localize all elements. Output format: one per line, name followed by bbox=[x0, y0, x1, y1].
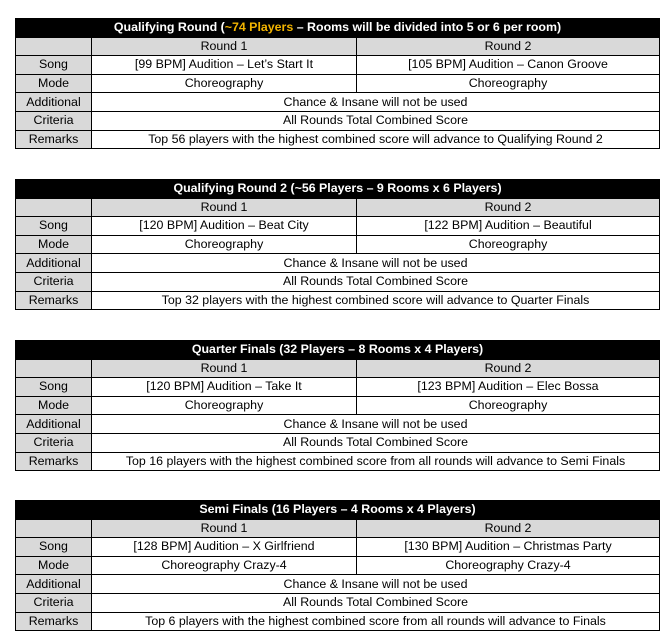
column-header-row bbox=[16, 359, 660, 378]
remarks-label: Remarks bbox=[16, 291, 92, 310]
mode-label: Mode bbox=[16, 235, 92, 254]
title-part: Qualifying Round ( bbox=[113, 20, 225, 35]
song-label: Song bbox=[16, 56, 92, 75]
remarks-label: Remarks bbox=[16, 130, 92, 149]
round1-header: Round 1 bbox=[92, 359, 357, 378]
criteria-value: All Rounds Total Combined Score bbox=[92, 272, 660, 291]
round2-header: Round 2 bbox=[357, 198, 660, 217]
additional-row bbox=[16, 93, 660, 112]
song-row bbox=[16, 378, 660, 397]
table-title: Qualifying Round 2 (~56 Players – 9 Rooms x 6 Players) bbox=[16, 180, 660, 199]
round1-song: [128 BPM] Audition – X Girlfriend bbox=[92, 538, 357, 557]
blank-header-cell bbox=[16, 37, 92, 56]
round2-mode: Choreography bbox=[357, 74, 660, 93]
additional-row bbox=[16, 575, 660, 594]
title-part: – Rooms will be divided into 5 or 6 per room) bbox=[293, 20, 562, 35]
additional-label: Additional bbox=[16, 415, 92, 434]
round1-song: [120 BPM] Audition – Beat City bbox=[92, 217, 357, 236]
additional-label: Additional bbox=[16, 93, 92, 112]
remarks-row bbox=[16, 612, 660, 631]
round1-mode: Choreography Crazy-4 bbox=[92, 556, 357, 575]
remarks-row bbox=[16, 291, 660, 310]
song-label: Song bbox=[16, 217, 92, 236]
additional-value: Chance & Insane will not be used bbox=[92, 254, 660, 273]
song-row bbox=[16, 56, 660, 75]
table-title: Quarter Finals (32 Players – 8 Rooms x 4 Players) bbox=[16, 341, 660, 360]
additional-row bbox=[16, 415, 660, 434]
column-header-row bbox=[16, 519, 660, 538]
round2-mode: Choreography Crazy-4 bbox=[357, 556, 660, 575]
criteria-label: Criteria bbox=[16, 433, 92, 452]
criteria-row bbox=[16, 111, 660, 130]
round1-song: [120 BPM] Audition – Take It bbox=[92, 378, 357, 397]
round2-song: [130 BPM] Audition – Christmas Party bbox=[357, 538, 660, 557]
table-title-row bbox=[16, 501, 660, 520]
remarks-value: Top 16 players with the highest combined score from all rounds will advance to Semi Finals bbox=[92, 452, 660, 471]
table-title-row bbox=[16, 19, 660, 38]
round2-header: Round 2 bbox=[357, 519, 660, 538]
round2-mode: Choreography bbox=[357, 235, 660, 254]
criteria-value: All Rounds Total Combined Score bbox=[92, 433, 660, 452]
round2-song: [105 BPM] Audition – Canon Groove bbox=[357, 56, 660, 75]
table-title bbox=[16, 19, 660, 38]
qualifying-round-2-table bbox=[15, 179, 660, 310]
remarks-row bbox=[16, 130, 660, 149]
remarks-label: Remarks bbox=[16, 452, 92, 471]
round1-mode: Choreography bbox=[92, 396, 357, 415]
round2-header: Round 2 bbox=[357, 359, 660, 378]
mode-row bbox=[16, 235, 660, 254]
mode-row bbox=[16, 74, 660, 93]
criteria-row bbox=[16, 433, 660, 452]
criteria-row bbox=[16, 272, 660, 291]
additional-row bbox=[16, 254, 660, 273]
round2-mode: Choreography bbox=[357, 396, 660, 415]
song-label: Song bbox=[16, 538, 92, 557]
criteria-value: All Rounds Total Combined Score bbox=[92, 111, 660, 130]
table-title-row bbox=[16, 341, 660, 360]
additional-value: Chance & Insane will not be used bbox=[92, 93, 660, 112]
additional-label: Additional bbox=[16, 254, 92, 273]
qualifying-round-table bbox=[15, 18, 660, 149]
quarter-finals-table bbox=[15, 340, 660, 471]
song-row bbox=[16, 217, 660, 236]
remarks-value: Top 6 players with the highest combined score from all rounds will advance to Finals bbox=[92, 612, 660, 631]
criteria-label: Criteria bbox=[16, 272, 92, 291]
criteria-value: All Rounds Total Combined Score bbox=[92, 593, 660, 612]
round1-mode: Choreography bbox=[92, 74, 357, 93]
blank-header-cell bbox=[16, 519, 92, 538]
round1-song: [99 BPM] Audition – Let’s Start It bbox=[92, 56, 357, 75]
remarks-value: Top 32 players with the highest combined score will advance to Quarter Finals bbox=[92, 291, 660, 310]
mode-label: Mode bbox=[16, 556, 92, 575]
blank-header-cell bbox=[16, 359, 92, 378]
round2-song: [122 BPM] Audition – Beautiful bbox=[357, 217, 660, 236]
round1-header: Round 1 bbox=[92, 37, 357, 56]
remarks-label: Remarks bbox=[16, 612, 92, 631]
column-header-row bbox=[16, 37, 660, 56]
additional-value: Chance & Insane will not be used bbox=[92, 415, 660, 434]
additional-value: Chance & Insane will not be used bbox=[92, 575, 660, 594]
semi-finals-table bbox=[15, 500, 660, 631]
table-title: Semi Finals (16 Players – 4 Rooms x 4 Players) bbox=[16, 501, 660, 520]
table-title-row bbox=[16, 180, 660, 199]
mode-row bbox=[16, 396, 660, 415]
additional-label: Additional bbox=[16, 575, 92, 594]
song-row bbox=[16, 538, 660, 557]
mode-label: Mode bbox=[16, 396, 92, 415]
criteria-label: Criteria bbox=[16, 111, 92, 130]
blank-header-cell bbox=[16, 198, 92, 217]
round2-header: Round 2 bbox=[357, 37, 660, 56]
round1-header: Round 1 bbox=[92, 198, 357, 217]
criteria-row bbox=[16, 593, 660, 612]
round2-song: [123 BPM] Audition – Elec Bossa bbox=[357, 378, 660, 397]
title-highlight: ~74 Players bbox=[224, 20, 294, 35]
round1-header: Round 1 bbox=[92, 519, 357, 538]
remarks-row bbox=[16, 452, 660, 471]
remarks-value: Top 56 players with the highest combined score will advance to Qualifying Round 2 bbox=[92, 130, 660, 149]
song-label: Song bbox=[16, 378, 92, 397]
mode-row bbox=[16, 556, 660, 575]
mode-label: Mode bbox=[16, 74, 92, 93]
round1-mode: Choreography bbox=[92, 235, 357, 254]
column-header-row bbox=[16, 198, 660, 217]
criteria-label: Criteria bbox=[16, 593, 92, 612]
